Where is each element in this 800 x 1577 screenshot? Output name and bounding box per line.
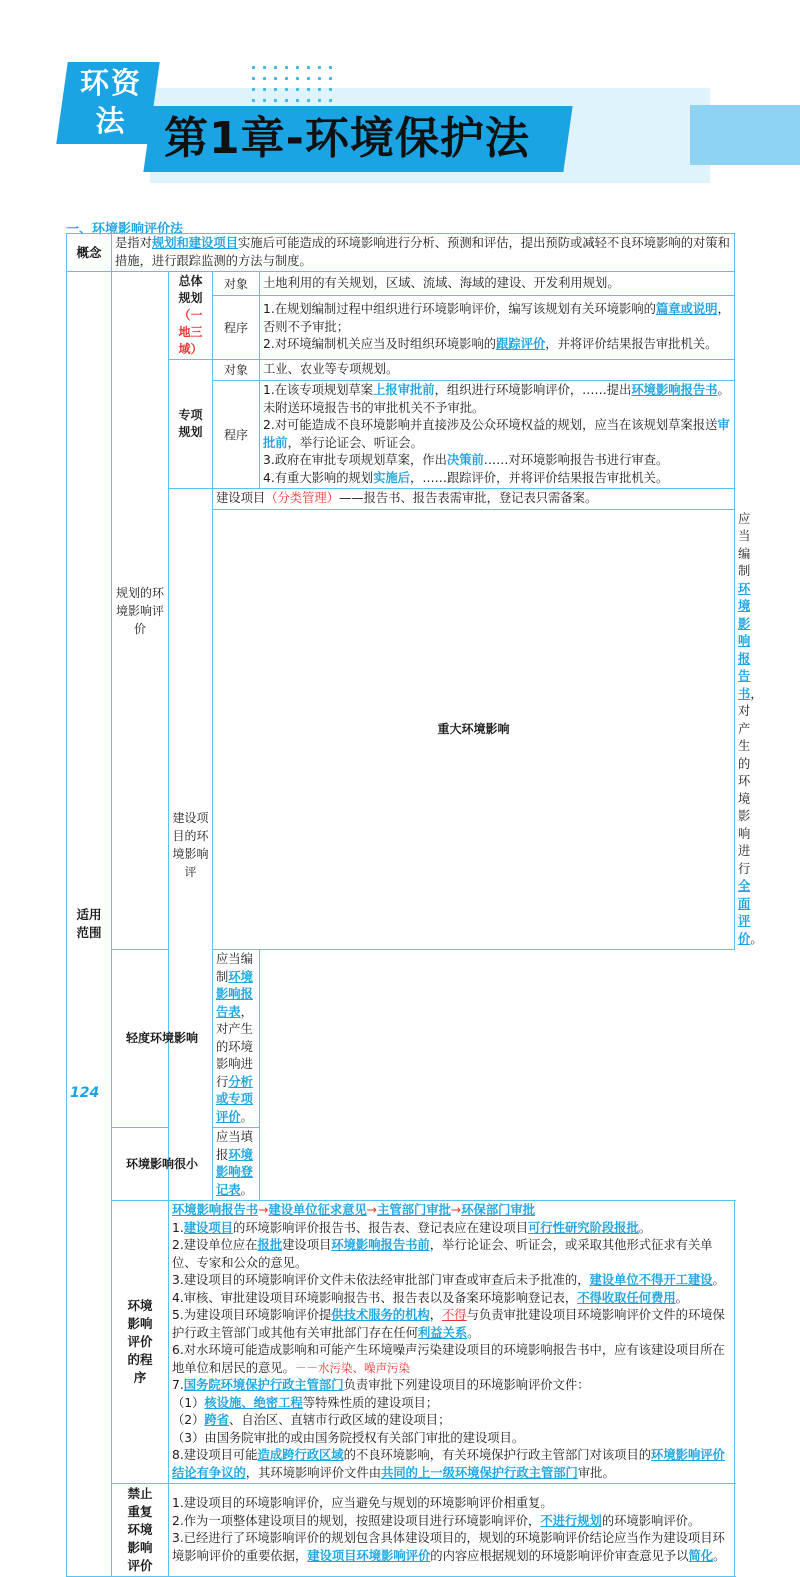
project-small-text: 应当填报环境影响登记表。 (213, 1128, 260, 1201)
subject-line-2: 法 (95, 104, 127, 138)
page-number: 124 (70, 1085, 100, 1101)
project-major-label: 重大环境影响 (213, 509, 735, 950)
project-major-row: 重大环境影响 应当编制环境影响报告书，对产生的环境影响进行全面评价。 (67, 509, 735, 950)
eia-table (66, 233, 763, 1577)
chapter-title: 第1章-环境保护法 (164, 113, 530, 164)
project-small-row (67, 1128, 735, 1201)
procedure-text: 环境影响报告书→建设单位征求意见→主管部门审批→环保部门审批 1.建设项目的环境影响评价报告书、报告表、登记表应在建设项目可行性研究阶段报批。 2.建设单位应在报批建设项目环境影响报告书前，举行论证会、听证会，或采取其他形式征求有关单位、专家和公众的意见。 3.建设项目的环境影响评价文件未依法经审批部门审查或审查后未予批准的，建设单位不得开工建设。 4.审核、审批建设项目环境影响报告书、报告表以及备案环境影响登记表，不得收取任何费用。 5.为建设项目环境影响评价提供技术服务的机构，不得与负责审批建设项目环境影响评价文件的环境保护行政主管部门或其他有关审批部门存在任何利益关系。 6.对水环境可能造成影响和可能产生环境噪声污染建设项目的环境影响报告书中，应有该建设项目所在地单位和居民的意见。－－水污染、噪声污染 7.国务院环境保护行政主管部门负责审批下列建设项目的环境影响评价文件： （1）核设施、绝密工程等特殊性质的建设项目； （2）跨省、自治区、直辖市行政区域的建设项目； （3）由国务院审批的或由国务院授权有关部门审批的建设项目。 8.建设项目可能造成跨行政区域的不良环境影响，有关环境保护行政主管部门对该项目的环境影响评价结论有争议的，其环境影响评价文件由共同的上一级环境保护行政主管部门审批。 (169, 1201, 735, 1484)
special-plan-label: 专项 规划 (169, 360, 213, 489)
concept-text: 是指对规划和建设项目实施后可能造成的环境影响进行分析、预测和评估，提出预防或减轻不良环境影响的对策和措施，进行跟踪监测的方法与制度。 (112, 234, 735, 272)
general-plan-label: 总体 规划 （一 地三 域） (169, 272, 213, 360)
concept-label: 概念 (67, 234, 112, 272)
project-eia-label: 建设项 目的环 境影响 评 (169, 489, 213, 1201)
special-object-text: 工业、农业等专项规划。 (260, 360, 735, 381)
procedure-row (67, 1201, 735, 1484)
general-procedure-text: 1.在规划编制过程中组织进行环境影响评价，编写该规划有关环境影响的篇章或说明，否则不予审批； 2.对环境编制机关应当及时组织环境影响的跟踪评价，并将评价结果报告审批机关。 (260, 296, 735, 360)
scope-label: 适用 范围 (67, 272, 112, 1577)
project-minor-row (67, 950, 735, 1128)
plan-eia-label: 规划的环境影响评价 (112, 272, 169, 950)
general-plan-object-row (67, 272, 735, 296)
special-procedure-label: 程序 (213, 381, 260, 489)
project-intro-text: 建设项目（分类管理）——报告书、报告表需审批，登记表只需备案。 (213, 489, 735, 510)
concept-row (67, 234, 735, 272)
subject-label (72, 64, 150, 140)
special-procedure-text: 1.在该专项规划草案上报审批前，组织进行环境影响评价，……提出环境影响报告书。未附送环境报告书的审批机关不予审批。 2.对可能造成不良环境影响并直接涉及公众环境权益的规划，应当在该规划草案报送审批前，举行论证会、听证会。 3.政府在审批专项规划草案，作出决策前……对环境影响报告书进行审查。 4.有重大影响的规划实施后，……跟踪评价，并将评价结果报告审批机关。 (260, 381, 735, 489)
project-minor-label: 轻度环境影响 (112, 950, 213, 1128)
project-small-label: 环境影响很小 (112, 1128, 213, 1201)
prohibit-row (67, 1484, 735, 1577)
general-procedure-label: 程序 (213, 296, 260, 360)
prohibit-text: 1.建设项目的环境影响评价，应当避免与规划的环境影响评价相重复。 2.作为一项整体建设项目的规划，按照建设项目进行环境影响评价，不进行规划的环境影响评价。 3.已经进行了环境影响评价的规划包含具体建设项目的，规划的环境影响评价结论应当作为建设项目环境影响评价的重要依据，建设项目环境影响评价的内容应根据规划的环境影响评价审查意见予以简化。 (169, 1484, 735, 1577)
dot-pattern (248, 62, 338, 108)
subject-line-1: 环资 (79, 66, 142, 100)
general-object-label: 对象 (213, 272, 260, 296)
prohibit-label: 禁止 重复 环境 影响 评价 (112, 1484, 169, 1577)
special-object-label: 对象 (213, 360, 260, 381)
section-title: 一、环境影响评价法 (66, 222, 184, 237)
general-object-text: 土地利用的有关规划，区域、流域、海域的建设、开发利用规划。 (260, 272, 735, 296)
procedure-flow: 环境影响报告书→建设单位征求意见→主管部门审批→环保部门审批 (172, 1203, 536, 1217)
procedure-label: 环境 影响 评价 的程 序 (112, 1201, 169, 1484)
header-stripe-accent (690, 105, 800, 165)
project-minor-text: 应当编制环境影响报告表，对产生的环境影响进行分析或专项评价。 (213, 950, 260, 1128)
